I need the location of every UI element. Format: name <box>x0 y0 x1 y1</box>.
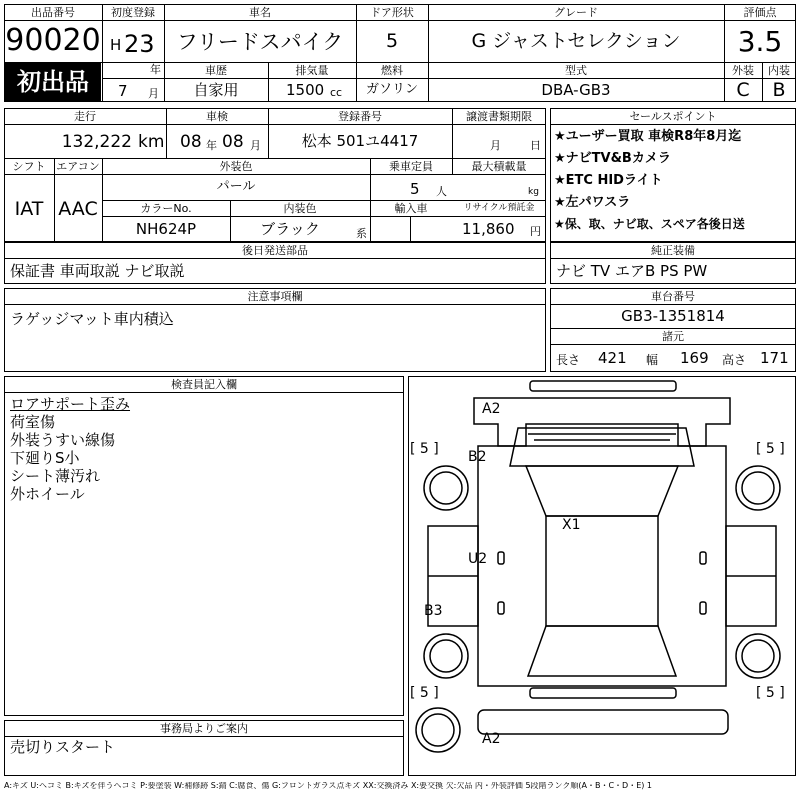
door-label: ドア形状 <box>370 6 414 19</box>
car-diagram <box>408 376 796 776</box>
car-name: フリードスパイク <box>176 30 344 54</box>
score: 3.5 <box>737 25 783 58</box>
tire-tread-rl: [ 5 ] <box>410 685 439 701</box>
color-no: NH624P <box>135 220 197 238</box>
chassis-label: 車台番号 <box>651 290 695 303</box>
car-name-label: 車名 <box>249 6 271 19</box>
sales-point-1: ★ユーザー買取 車検R8年8月迄 <box>554 129 742 144</box>
sales-point-5: ★保、取、ナビ取、スペア各後日送 <box>554 217 745 231</box>
int-color-unit: 系 <box>356 227 367 240</box>
sales-points-label: セールスポイント <box>629 110 717 123</box>
grade: G ジャストセレクション <box>471 30 681 52</box>
ac: AAC <box>58 198 98 220</box>
displacement-label: 排気量 <box>295 64 329 77</box>
damage-mark-x1: X1 <box>562 517 581 533</box>
tire-tread-fl: [ 5 ] <box>410 441 439 457</box>
reg-year-unit: 年 <box>150 63 161 76</box>
inspector-line-4: 下廻りS小 <box>10 449 80 467</box>
exterior-label: 外装 <box>732 64 754 77</box>
damage-mark-rear-a2: A2 <box>482 731 501 747</box>
lot-no-label: 出品番号 <box>31 6 75 19</box>
grade-label: グレード <box>554 6 598 19</box>
load-label: 最大積載量 <box>471 160 527 173</box>
color-label: 外装色 <box>219 160 253 173</box>
transfer-month: 月 <box>490 139 501 152</box>
mileage: 132,222 <box>61 132 132 152</box>
later-parts: 保証書 車両取説 ナビ取説 <box>10 262 185 280</box>
displacement-unit: cc <box>330 86 343 99</box>
color: パール <box>216 179 256 194</box>
sales-point-2: ★ナビTV&Bカメラ <box>554 151 671 166</box>
fuel: ガソリン <box>365 82 418 97</box>
int-color-label: 内装色 <box>283 202 317 215</box>
reg-label: 初度登録 <box>111 6 155 19</box>
model-label: 型式 <box>565 64 587 77</box>
first-listing-badge: 初出品 <box>5 63 101 101</box>
inspector-line-5: シート薄汚れ <box>10 467 101 485</box>
notes-label: 注意事項欄 <box>247 290 303 303</box>
int-color: ブラック <box>260 220 320 238</box>
damage-mark-b2: B2 <box>468 449 487 465</box>
inspection-label: 車検 <box>206 110 228 123</box>
damage-mark-u2: U2 <box>468 551 488 567</box>
inspector-label: 検査員記入欄 <box>171 378 237 391</box>
length: 421 <box>598 349 627 367</box>
genuine-equipment: ナビ TV エアB PS PW <box>556 262 708 280</box>
genuine-label: 純正装備 <box>651 244 695 257</box>
model: DBA-GB3 <box>541 81 611 99</box>
inspection-month-unit: 月 <box>250 139 261 152</box>
transfer-day: 日 <box>530 139 541 152</box>
width-label: 幅 <box>646 353 659 367</box>
damage-mark-front-a2: A2 <box>482 401 501 417</box>
notes: ラゲッジマット車内積込 <box>10 310 174 328</box>
history: 自家用 <box>193 81 239 99</box>
color-no-label: カラーNo. <box>140 202 192 215</box>
mileage-unit: km <box>138 132 165 152</box>
reg-era: H <box>110 36 122 54</box>
reg-year: 23 <box>124 30 155 58</box>
sales-point-3: ★ETC HIDライト <box>554 173 663 188</box>
interior-grade: B <box>772 79 786 101</box>
import-label: 輸入車 <box>394 202 428 215</box>
legend: A:キズ U:ヘコミ B:キズを伴うヘコミ P:要塗装 W:補修跡 S:錆 C:腐食、傷 G:フロントガラス点キズ XX:交換済み X:要交換 欠:欠品 内・外装評価 5段階ランク順(A・B・C・D・E) 1 <box>4 782 653 790</box>
reg-month-unit: 月 <box>148 87 159 100</box>
capacity-label: 乗車定員 <box>389 160 433 173</box>
height: 171 <box>760 349 789 367</box>
tire-tread-fr: [ 5 ] <box>756 441 785 457</box>
capacity-unit: 人 <box>436 185 447 198</box>
inspector-line-3: 外装うすい線傷 <box>10 431 116 449</box>
reg-month: 7 <box>118 82 128 100</box>
chassis-no: GB3-1351814 <box>621 307 725 325</box>
sales-point-4: ★左パワスラ <box>554 195 631 210</box>
exterior-grade: C <box>736 79 750 101</box>
history-label: 車歴 <box>205 64 227 77</box>
inspection-year-unit: 年 <box>206 139 217 152</box>
shift: IAT <box>14 198 44 220</box>
tire-tread-rr: [ 5 ] <box>756 685 785 701</box>
height-label: 高さ <box>722 353 747 367</box>
inspection-year: 08 <box>180 132 202 152</box>
score-label: 評価点 <box>743 6 777 19</box>
specs-label: 諸元 <box>662 330 684 343</box>
inspector-line-1: ロアサポート歪み <box>10 395 131 413</box>
later-parts-label: 後日発送部品 <box>242 244 308 257</box>
lot-no: 90020 <box>5 23 101 58</box>
interior-label: 内装 <box>768 64 790 77</box>
reg-no-label: 登録番号 <box>338 110 382 123</box>
fuel-label: 燃料 <box>381 64 403 77</box>
office-label: 事務局よりご案内 <box>160 722 248 735</box>
capacity: 5 <box>410 180 420 198</box>
displacement: 1500 <box>286 81 325 99</box>
doors: 5 <box>385 30 399 52</box>
reg-no: 松本 501ユ4417 <box>301 132 419 150</box>
recycle-unit: 円 <box>530 225 541 238</box>
inspector-line-6: 外ホイール <box>10 485 85 503</box>
width: 169 <box>680 349 709 367</box>
office-message: 売切りスタート <box>10 738 116 756</box>
inspection-month: 08 <box>222 132 244 152</box>
ac-label: エアコン <box>56 160 100 173</box>
mileage-label: 走行 <box>74 110 96 123</box>
damage-mark-b3: B3 <box>424 603 443 619</box>
recycle: 11,860 <box>462 220 515 238</box>
load-unit: kg <box>528 187 539 197</box>
shift-label: シフト <box>12 160 46 173</box>
transfer-label: 譲渡書類期限 <box>466 110 532 123</box>
recycle-label: リサイクル預託金 <box>463 203 535 213</box>
inspector-line-2: 荷室傷 <box>10 413 56 431</box>
inspector-block <box>4 376 404 716</box>
length-label: 長さ <box>556 353 581 367</box>
